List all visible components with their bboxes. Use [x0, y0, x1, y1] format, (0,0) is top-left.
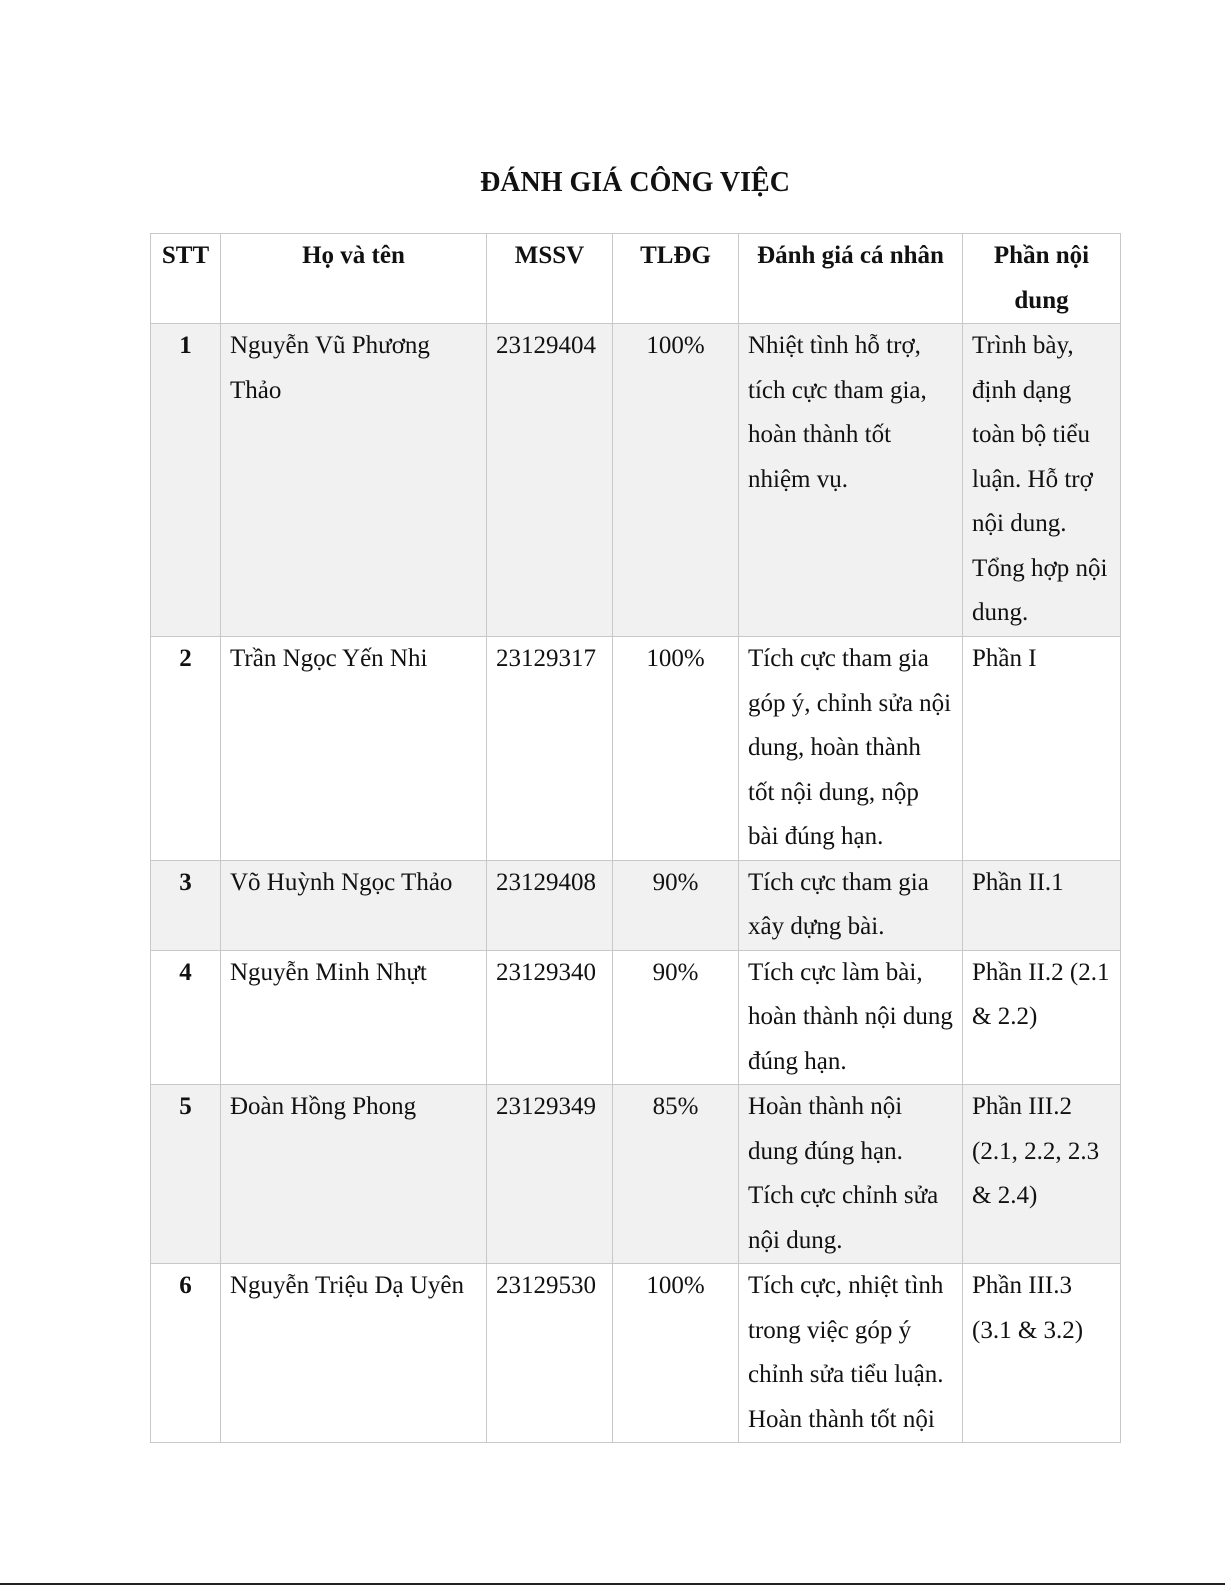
cell-review: Tích cực làm bài, hoàn thành nội dung đúng hạn.: [739, 950, 963, 1085]
cell-stt: 6: [151, 1264, 221, 1443]
cell-tldg: 90%: [613, 860, 739, 950]
header-stt: STT: [151, 234, 221, 324]
cell-name: Nguyễn Triệu Dạ Uyên: [221, 1264, 487, 1443]
cell-review: Tích cực, nhiệt tình trong việc góp ý chỉnh sửa tiểu luận. Hoàn thành tốt nội: [739, 1264, 963, 1443]
cell-mssv: 23129349: [487, 1085, 613, 1264]
cell-review: Nhiệt tình hỗ trợ, tích cực tham gia, hoàn thành tốt nhiệm vụ.: [739, 324, 963, 637]
cell-tldg: 90%: [613, 950, 739, 1085]
header-part: Phần nội dung: [963, 234, 1121, 324]
header-tldg: TLĐG: [613, 234, 739, 324]
table-header-row: [151, 234, 1121, 324]
header-mssv: MSSV: [487, 234, 613, 324]
cell-review: Tích cực tham gia góp ý, chỉnh sửa nội dung, hoàn thành tốt nội dung, nộp bài đúng hạn.: [739, 637, 963, 861]
cell-mssv: 23129404: [487, 324, 613, 637]
cell-name: Đoàn Hồng Phong: [221, 1085, 487, 1264]
cell-tldg: 85%: [613, 1085, 739, 1264]
cell-name: Nguyễn Minh Nhựt: [221, 950, 487, 1085]
cell-tldg: 100%: [613, 324, 739, 637]
cell-name: Võ Huỳnh Ngọc Thảo: [221, 860, 487, 950]
cell-part: Phần I: [963, 637, 1121, 861]
evaluation-table: [150, 233, 1121, 1443]
cell-stt: 4: [151, 950, 221, 1085]
table-row: [151, 1085, 1121, 1264]
header-name: Họ và tên: [221, 234, 487, 324]
table-row: [151, 324, 1121, 637]
cell-stt: 3: [151, 860, 221, 950]
page-title: ĐÁNH GIÁ CÔNG VIỆC: [480, 167, 790, 198]
cell-name: Trần Ngọc Yến Nhi: [221, 637, 487, 861]
cell-tldg: 100%: [613, 637, 739, 861]
header-review: Đánh giá cá nhân: [739, 234, 963, 324]
cell-part: Trình bày, định dạng toàn bộ tiểu luận. Hỗ trợ nội dung. Tổng hợp nội dung.: [963, 324, 1121, 637]
table-row: [151, 860, 1121, 950]
cell-mssv: 23129317: [487, 637, 613, 861]
table-row: [151, 1264, 1121, 1443]
cell-mssv: 23129408: [487, 860, 613, 950]
cell-mssv: 23129340: [487, 950, 613, 1085]
cell-part: Phần III.2 (2.1, 2.2, 2.3 & 2.4): [963, 1085, 1121, 1264]
table-row: [151, 637, 1121, 861]
cell-mssv: 23129530: [487, 1264, 613, 1443]
cell-stt: 5: [151, 1085, 221, 1264]
cell-tldg: 100%: [613, 1264, 739, 1443]
table-row: [151, 950, 1121, 1085]
cell-part: Phần II.2 (2.1 & 2.2): [963, 950, 1121, 1085]
cell-part: Phần III.3 (3.1 & 3.2): [963, 1264, 1121, 1443]
cell-part: Phần II.1: [963, 860, 1121, 950]
cell-stt: 2: [151, 637, 221, 861]
cell-name: Nguyễn Vũ Phương Thảo: [221, 324, 487, 637]
cell-review: Tích cực tham gia xây dựng bài.: [739, 860, 963, 950]
cell-review: Hoàn thành nội dung đúng hạn. Tích cực chỉnh sửa nội dung.: [739, 1085, 963, 1264]
cell-stt: 1: [151, 324, 221, 637]
